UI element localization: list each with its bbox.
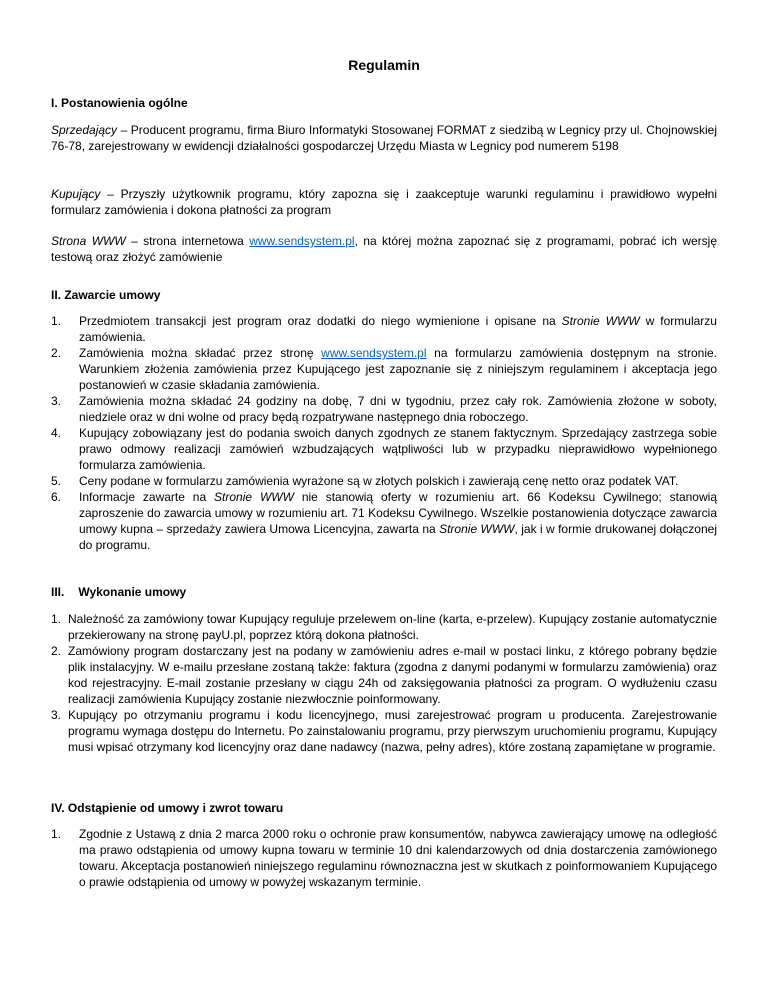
list-item-text: , jak i w formie drukowanej dołączonej do programu. [79, 522, 717, 552]
list-item-text: w formularzu zamówienia. [79, 314, 717, 344]
website-link[interactable]: www.sendsystem.pl [321, 346, 427, 360]
term-buyer: Kupujący [51, 187, 101, 201]
list-item-emphasis: Stronie WWW [214, 490, 294, 504]
list-item-text: Kupujący zobowiązany jest do podania swoich danych zgodnych ze stanem faktycznym. Sprzedający zastrzega sobie prawo odmowy realizacji zamówień wzbudzających wątpliwości lub w przypadku nieprawidłowo wypełnionego formularza zamówienia. [79, 426, 717, 472]
list-item [51, 826, 717, 890]
list-item-number: 1. [51, 314, 62, 328]
list-item [51, 707, 717, 755]
list-item-number: 5. [51, 474, 62, 488]
section-3-heading [51, 584, 717, 600]
term-website: Strona WWW [51, 234, 126, 248]
section-3-list [51, 611, 717, 755]
section-2-heading: II. Zawarcie umowy [51, 288, 161, 302]
section-3-heading-number: III. [51, 585, 65, 599]
list-item-text: Informacje zawarte na [79, 490, 215, 504]
list-item [51, 489, 717, 553]
list-item-number: 1. [51, 612, 62, 626]
section-4-heading: IV. Odstąpienie od umowy i zwrot towaru [51, 801, 284, 815]
list-item-text: nie stanowią oferty w rozumieniu art. 66 Kodeksu Cywilnego; stanowią zaproszenie do zawarcia umowy w rozumieniu art. 71 Kodeksu Cywilnego. Wszelkie postanowienia dotyczące zawarcia umowy kupna – sprzedaży zawiera Umowa Licencyjna, zawarta na [79, 490, 717, 536]
list-item-text: Zamówienia można składać 24 godziny na dobę, 7 dni w tygodniu, przez cały rok. Zamówienia złożone w soboty, niedziele oraz w dni wolne od pracy będą rozpatrywane następnego dnia roboczego. [79, 394, 717, 424]
list-item [51, 345, 717, 393]
page-title: Regulamin [348, 57, 420, 73]
definition-website [51, 233, 717, 265]
definition-seller [51, 122, 717, 154]
section-3 [51, 584, 717, 600]
list-item [51, 643, 717, 707]
list-item-number: 2. [51, 346, 62, 360]
list-item-number: 6. [51, 490, 62, 504]
list-item-text: Ceny podane w formularzu zamówienia wyrażone są w złotych polskich i zawierają cenę netto oraz podatek VAT. [79, 474, 679, 488]
section-3-heading-text: Wykonanie umowy [78, 585, 187, 599]
list-item-text: Należność za zamówiony towar Kupujący reguluje przelewem on-line (karta, e-przelew). Kupujący zostanie automatycznie przekierowany na stronę payU.pl, poprzez którą dokona płatności. [68, 612, 717, 642]
list-item [51, 313, 717, 345]
section-2 [51, 287, 717, 303]
list-item-text: Zamówienia można składać przez stronę [79, 346, 322, 360]
list-item [51, 393, 717, 425]
definition-buyer-text: – Przyszły użytkownik programu, który zapozna się i zaakceptuje warunki regulaminu i prawidłowo wypełni formularz zamówienia i dokona płatności za program [51, 187, 717, 217]
section-1-heading: I. Postanowienia ogólne [51, 96, 188, 110]
definition-buyer [51, 186, 717, 218]
term-seller: Sprzedający [51, 123, 118, 137]
definition-seller-text: – Producent programu, firma Biuro Informatyki Stosowanej FORMAT z siedzibą w Legnicy przy ul. Chojnowskiej 76-78, zarejestrowany w ewidencji działalności gospodarczej Urzędu Miasta w Legnicy pod numerem 5198 [51, 123, 717, 153]
section-2-list [51, 313, 717, 553]
list-item [51, 425, 717, 473]
definition-website-post: , na której można zapoznać się z programami, pobrać ich wersję testową oraz złożyć zamówienie [51, 234, 718, 264]
section-1 [51, 95, 717, 111]
list-item [51, 473, 717, 489]
list-item-emphasis: Stronie WWW [561, 314, 640, 328]
list-item-number: 1. [51, 827, 62, 841]
section-4-list [51, 826, 717, 890]
website-link[interactable]: www.sendsystem.pl [249, 234, 355, 248]
list-item-text: Przedmiotem transakcji jest program oraz dodatki do niego wymienione i opisane na [79, 314, 562, 328]
list-item-number: 3. [51, 708, 62, 722]
list-item-text: Zgodnie z Ustawą z dnia 2 marca 2000 roku o ochronie praw konsumentów, nabywca zawierający umowę na odległość ma prawo odstąpienia od umowy kupna towaru w terminie 10 dni kalendarzowych od dnia dostarczenia zamówionego towaru. Akceptacja postanowień niniejszego regulaminu równoznaczna jest w skutkach z poinformowaniem Kupującego o prawie odstąpienia od umowy w powyżej wskazanym terminie. [79, 827, 717, 889]
list-item-text: Zamówiony program dostarczany jest na podany w zamówieniu adres e-mail w postaci linku, z którego pobrany będzie plik instalacyjny. W e-mailu przesłane zostaną także: faktura (zgodna z danymi podanymi w formularzu zamówienia) oraz kod rejestracyjny. E-mail zostanie przesłany w ciągu 24h od zaksięgowania płatności za program. O wydłużeniu czasu realizacji zamówienia Kupujący zostanie niezwłocznie poinformowany. [68, 644, 717, 706]
list-item-number: 3. [51, 394, 62, 408]
list-item [51, 611, 717, 643]
list-item-number: 4. [51, 426, 62, 440]
list-item-text: Kupujący po otrzymaniu programu i kodu licencyjnego, musi zarejestrować program u producenta. Zarejestrowanie programu wymaga dostępu do Internetu. Po zainstalowaniu programu, przy pierwszym uruchomieniu programu, Kupujący musi wpisać otrzymany kod licencyjny oraz dane nadawcy (nazwa, pełny adres), które zostaną zapamiętane w programie. [68, 708, 717, 754]
definition-website-pre: – strona internetowa [125, 234, 250, 248]
section-4 [51, 800, 717, 816]
list-item-emphasis: Stronie WWW [439, 522, 515, 536]
list-item-text: na formularzu zamówienia dostępnym na stronie. Warunkiem złożenia zamówienia przez Kupującego jest zapoznanie się z niniejszym regulaminem i akceptacja jego postanowień w czasie składania zamówienia. [79, 346, 717, 392]
list-item-number: 2. [51, 644, 62, 658]
